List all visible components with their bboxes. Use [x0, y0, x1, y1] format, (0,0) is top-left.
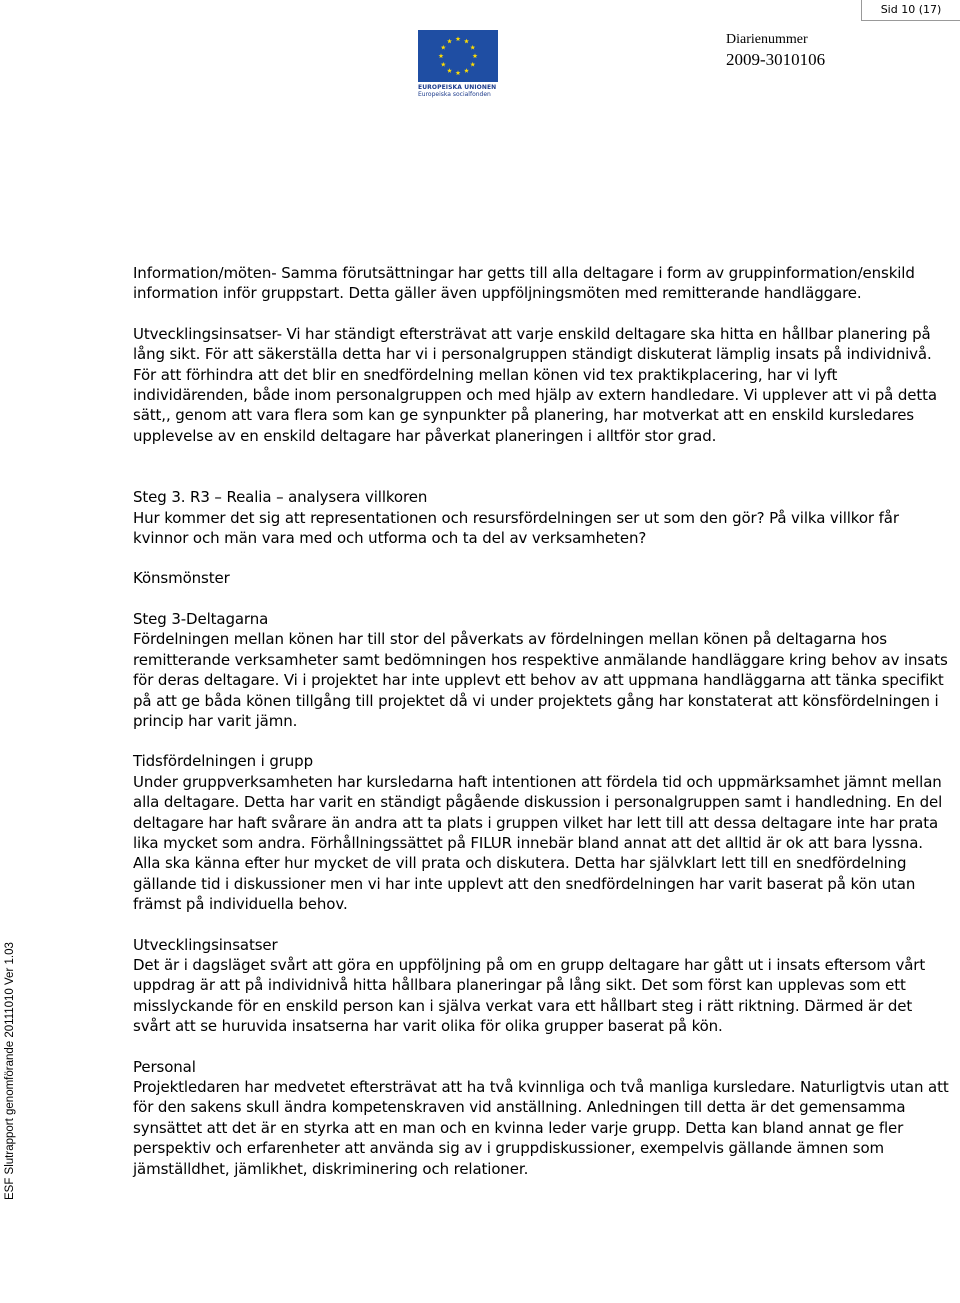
eu-logo-line1: EUROPEISKA UNIONEN	[418, 84, 497, 91]
eu-logo-caption	[418, 84, 498, 98]
steg3-text: Hur kommer det sig att representationen och resursfördelningen ser ut som den gör? På vilka villkor får kvinnor och män vara med och utforma och ta del av verksamheten?	[133, 508, 899, 548]
diarie-block	[726, 31, 825, 71]
page-number: Sid 10 (17)	[861, 0, 960, 21]
utvecklingsinsatser-text: Det är i dagsläget svårt att göra en uppföljning på om en grupp deltagare har gått ut i insats eftersom vårt uppdrag är att på individnivå hitta hållbara planeringar på lång sikt. Det som först kan upplevas som ett misslyckande för en enskild person kan i själva verkat vara ett hållbart steg i rätt riktning. Därmed är det svårt att se huruvida insatserna har varit olika för olika grupper baserat på kön.	[133, 955, 926, 1036]
document-body	[133, 263, 951, 1179]
konsmonster-heading: Könsmönster	[133, 569, 230, 588]
paragraph-utvecklingsinsatser: Utvecklingsinsatser- Vi har ständigt eftersträvat att varje enskild deltagare ska hitta en hållbar planering på lång sikt. För att säkerställa detta har vi i personalgruppen ständigt diskuterat lämplig insats på individnivå. För att förhindra att det blir en snedfördelning mellan könen vid tex praktikplacering, har vi lyft individärenden, både inom personalgruppen och med hjälp av extern handledare. Vi upplever att vi på detta sätt,, genom att vara flera som kan ge synpunkter på planering, har motverkat att en enskild kursledares upplevelse av en enskild deltagare har påverkat planeringen i alltför stor grad.	[133, 324, 937, 445]
deltagarna-heading: Steg 3-Deltagarna	[133, 609, 269, 628]
side-footer-text: ESF Slutrapport genomförande 20111010 Ver 1.03	[4, 942, 16, 1200]
deltagarna-text: Fördelningen mellan könen har till stor del påverkats av fördelningen mellan könen på deltagarna hos remitterande verksamheter samt bedömningen hos respektive anmälande handläggare kring behov av insats för deras deltagare. Vi i projektet har inte upplevt ett behov av att uppmana handläggarna att tänka specifikt på att ge båda könen tillgång till projektet då vi under projektets gång har konstaterat att könsfördelningen i princip har varit jämn.	[133, 630, 948, 730]
tidsfordelning-text: Under gruppverksamheten har kursledarna haft intentionen att fördela tid och uppmärksamhet jämnt mellan alla deltagare. Detta har varit en ständigt pågående diskussion i personalgruppen samt i handledning. En del deltagare har haft svårare än andra att ta plats i gruppen vilket har lett till att dessa deltagare inte har prata lika mycket som andra. Förhållningssättet på FILUR innebär bland annat att det alltid är ok att bara lyssna. Alla ska känna efter hur mycket de vill prata och diskutera. Detta har självklart lett till en snedfördelning gällande tid i diskussioner men vi har inte upplevt att den snedfördelningen har varit baserat på kön utan främst på individuella behov.	[133, 772, 943, 914]
eu-logo-line2: Europeiska socialfonden	[418, 91, 491, 98]
diarie-number: 2009-3010106	[726, 50, 826, 69]
diarie-label: Diarienummer	[726, 32, 808, 47]
utvecklingsinsatser-heading: Utvecklingsinsatser	[133, 935, 278, 954]
eu-logo	[418, 30, 498, 102]
steg3-heading: Steg 3. R3 – Realia – analysera villkoren	[133, 488, 428, 507]
eu-flag-icon	[418, 30, 498, 82]
tidsfordelning-heading: Tidsfördelningen i grupp	[133, 752, 313, 771]
personal-text: Projektledaren har medvetet eftersträvat att ha två kvinnliga och två manliga kursledare. Naturligtvis utan att för den sakens skull ändra kompetenskraven vid anställning. Anledningen till detta är det gemensamma synsättet att det är en styrka att en man och en kvinna leder varje grupp. Detta kan bland annat ge fler perspektiv och erfarenheter att använda sig av i gruppdiskussioner, exempelvis gällande ämnen som jämställdhet, jämlikhet, diskriminering och relationer.	[133, 1078, 949, 1178]
paragraph-information: Information/möten- Samma förutsättningar har getts till alla deltagare i form av gruppinformation/enskild information inför gruppstart. Detta gäller även uppföljningsmöten med remitterande handläggare.	[133, 264, 915, 303]
personal-heading: Personal	[133, 1057, 196, 1076]
